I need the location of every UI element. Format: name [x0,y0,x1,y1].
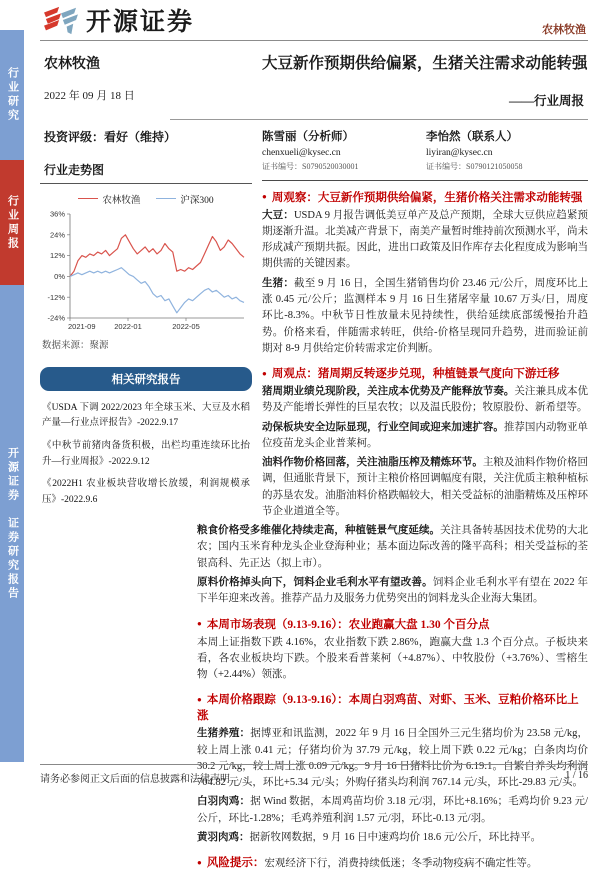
series-line-沪深300 [70,267,244,312]
report-body [40,124,588,871]
trend-chart [40,208,248,334]
sidebar-section-industry-weekly [0,160,24,285]
paragraph-text: 本周上证指数下跌 4.16%，农业指数下跌 2.86%，跑赢大盘 1.3 个百分点。子板块来看，各农业板块均下跌。个股来看普莱柯（+4.87%）、中牧股份（+3.76%）、雪榕生物（+2.44%）领涨。 [197,636,588,681]
section-paragraph [197,420,588,453]
section-paragraph [197,830,588,846]
paragraph-lead: 动保板块安全边际显现，行业空间或迎来加速扩容。 [262,421,504,433]
paragraph-text: 据 Wind 数据，本周鸡苗均价 3.18 元/羽，环比+8.16%；毛鸡均价 9.23 元/公斤，环比-1.28%；毛鸡养殖利润 1.57 元/羽，环比-0.13 元/羽。 [197,796,588,824]
paragraph-text: 截至 9 月 16 日，全国生猪销售均价 23.46 元/公斤，周度环比上涨 0.45 元/公斤；监测样本 9 月 16 日生猪屠宰量 10.67 万头/日，周度环比-8.3%。中秋节日性放量未见持续性，供给延续底部缓慢抬升趋势。价格来看，伴随需求转旺，供给-价格呈现同升趋势，进而验证前期对 8-9 月供给定价转需求定价判断。 [262,277,588,354]
paragraph-lead: 大豆： [262,209,294,221]
section-heading [197,365,588,381]
y-axis-label: 36% [49,209,65,219]
sector-tag: 农林牧渔 [542,24,586,36]
analysts-block [262,124,588,181]
analyst-card [426,128,576,172]
section-heading-text: 周观察：大豆新作预期供给偏紧，生猪价格关注需求动能转强 [271,191,583,204]
title-left [40,53,252,109]
analyst-cert: 证书编号：S0790520030001 [262,161,359,171]
section-paragraph [197,575,588,608]
section-heading-text: 周观点：猪周期反转逐步兑现，种植链景气度向下游迁移 [271,368,560,381]
header-bar [40,0,588,41]
left-sidebar [0,30,24,762]
bullet-icon: ● [197,857,202,867]
section-heading [197,616,588,632]
related-reports-box [40,367,252,509]
sidebar-section-brand [0,285,24,762]
bullet-icon: ● [262,368,267,378]
analyst-card [262,128,412,172]
paragraph-lead: 原料价格掉头向下，饲料企业毛利水平有望改善。 [197,577,433,588]
title-right [262,53,588,109]
paragraph-text: 饲料企业毛利水平有望在 2022 年下半年迎来改善。推荐产品力及服务力优势突出的饲料龙头企业海大集团。 [197,577,589,605]
section-paragraph [197,276,588,357]
logo-icon [42,4,80,36]
x-axis-label: 2021-09 [68,321,96,331]
paragraph-text: 据博亚和讯监测，2022 年 9 月 16 日全国外三元生猪均价为 23.58 元/kg，较上周上涨 0.41 元；仔猪均价为 37.79 元/kg，较上周下跌 0.22 元/kg；白条肉均价 30.2 元/kg，较上周上涨 0.09 元/kg。9 月 16 日猪料比价为 6.19:1。自繁自养头均利润 704.82 元/头，环比+5.34 元/头；外购仔猪头均利润 767.14 元/头，环比-29.83 元/头。 [197,728,589,789]
paragraph-lead: 油料作物价格回落，关注油脂压榨及精炼环节。 [262,457,483,469]
page-title: 大豆新作预期供给偏紧，生猪关注需求动能转强 [262,55,588,72]
related-reports-list [40,401,252,509]
paragraph-text: 据新牧网数据，9 月 16 日中速鸡均价 18.6 元/公斤，环比持平。 [249,831,542,843]
risk-text: 宏观经济下行，消费持续低迷；冬季动物疫病不确定性等。 [264,858,538,870]
y-axis-label: -12% [47,292,65,302]
y-axis-label: 0% [54,271,65,281]
page-footer [40,764,588,785]
page-number: 1 / 16 [565,770,588,781]
section-paragraph [197,208,588,273]
legend-label: 沪深300 [180,195,214,206]
left-column [40,124,252,516]
paragraph-lead: 猪周期业绩兑现阶段，关注成本优势及产能释放节奏。 [262,386,515,398]
trend-legend [40,192,252,206]
sidebar-label: 行业周报 [6,194,19,251]
analyst-name: 李怡然（联系人） [426,130,518,143]
bullet-icon: ● [197,619,202,629]
report-type-subtitle: ——行业周报 [508,93,584,108]
logo-text: 开源证券 [86,8,195,36]
report-date: 2022 年 09 月 18 日 [44,90,135,102]
paragraph-text: 推荐国内动物亚单位疫苗龙头企业普莱柯。 [262,421,589,449]
series-line-农林牧渔 [70,234,244,276]
footer-disclaimer: 请务必参阅正文后面的信息披露和法律声明 [40,774,230,785]
section-heading [197,691,588,723]
data-source: 数据来源：聚源 [42,340,109,351]
analyst-cert: 证书编号：S0790121050058 [426,161,523,171]
paragraph-lead: 粮食价格受多维催化持续走高，种植链景气度延续。 [197,525,441,537]
legend-line-icon [156,198,176,199]
trend-chart-title: 行业走势图 [40,161,252,184]
paragraph-lead: 黄羽肉鸡： [197,831,250,843]
y-axis-label: -24% [47,313,65,323]
analyst-name: 陈雪丽（分析师） [262,130,354,143]
sidebar-section-industry-research [0,30,24,160]
legend-item [78,192,140,206]
y-axis-label: 12% [49,250,65,260]
report-item: 《中秋节前猪肉备货积极，出栏均重连续环比抬升—行业周报》-2022.9.12 [42,441,250,467]
legend-label: 农林牧渔 [102,195,141,206]
sidebar-label: 行业研究 [6,67,19,123]
paragraph-lead: 白羽肉鸡： [197,796,251,808]
sector-title: 农林牧渔 [44,57,100,72]
paragraph-lead: 生猪： [262,277,295,289]
section-paragraph [197,794,588,827]
report-item: 《2022H1 农业板块营收增长放缓，利润规模承压》-2022.9.6 [42,479,250,506]
risk-lead: 风险提示： [206,857,265,870]
brand-logo [42,2,194,38]
x-axis-label: 2022-01 [114,321,142,331]
paragraph-text: 关注具备转基因技术优势的大北农；国内玉米育种龙头企业登海种业；基本面边际改善的隆平高科；相关受益标的荃银高科、先正达（拟上市）。 [197,525,589,569]
report-item: 《USDA 下调 2022/2023 年全球玉米、大豆及水稻产量—行业点评报告》-2022.9.17 [42,402,250,429]
sidebar-label: 开源证券 证券研究报告 [6,446,19,601]
paragraph-text: USDA 9 月报告调低美豆单产及总产预期，全球大豆供应趋紧预期逐渐升温。北美减产背景下，南美产量暂时维持前次预测水平，尚未形成减产预期共振。因此，进出口政策及旧作库存去化程度成为影响当期供需的关键因素。 [262,209,589,270]
analyst-email: liyiran@kysec.cn [426,147,493,158]
section-heading-text: 本周价格跟踪（9.13-9.16）：本周白羽鸡苗、对虾、玉米、豆粕价格环比上涨 [197,694,579,723]
section-paragraph [197,523,588,572]
section-paragraph [197,455,588,520]
risk-heading [197,854,588,870]
analyst-email: chenxueli@kysec.cn [262,147,341,158]
legend-item [156,192,213,206]
section-heading-text: 本周市场表现（9.13-9.16）：农业跑赢大盘 1.30 个百分点 [206,618,490,631]
legend-line-icon [78,198,98,199]
title-block [40,53,588,109]
rating-line: 投资评级：看好（维持） [44,129,177,144]
section-paragraph [197,384,588,417]
paragraph-text: 主粮及油料作物价格回调，但通胀背景下，预计主粮价格回调幅度有限，关注优质主粮种植标的苏垦农发。油脂油料价格跌幅较大，相关受益标的油脂精炼及压榨环节企业道道全等。 [262,457,589,517]
y-axis-label: 24% [49,230,65,240]
title-divider [170,119,588,120]
page-content [40,0,588,873]
section-paragraph [197,635,588,684]
x-axis-label: 2022-05 [172,321,200,331]
bullet-icon: ● [197,694,202,704]
bullet-icon: ● [262,192,267,202]
paragraph-text: 关注兼具成本优势及产能增长弹性的巨星农牧；以及温氏股份；牧原股份、新希望等。 [262,386,589,414]
related-reports-title: 相关研究报告 [40,367,252,391]
paragraph-lead: 生猪养殖： [197,728,251,740]
section-heading [197,189,588,205]
